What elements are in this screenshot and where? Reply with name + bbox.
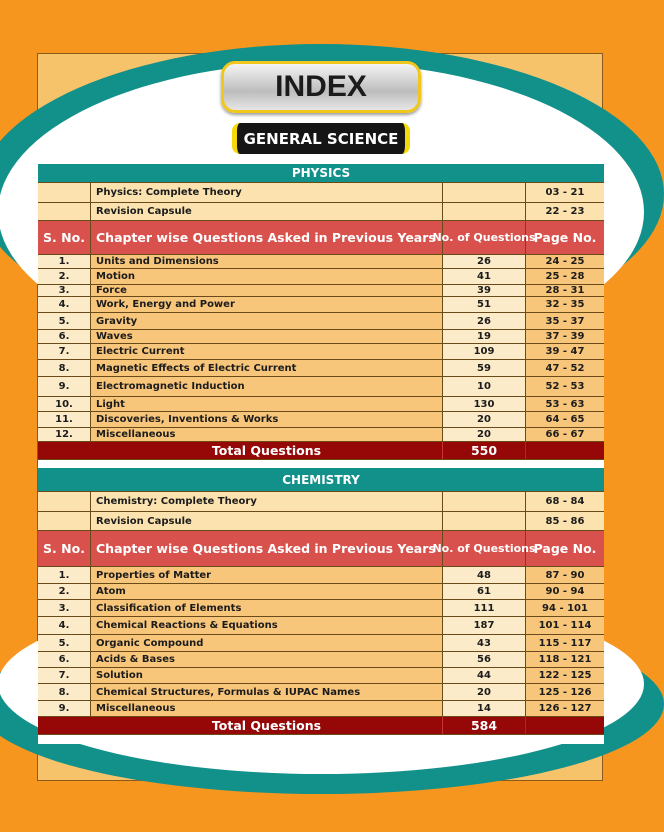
row-chapter: Electric Current — [91, 344, 443, 359]
row-sno: 8. — [38, 360, 91, 376]
table-row — [38, 360, 604, 377]
row-count: 43 — [443, 635, 526, 651]
header-page: Page No. — [533, 230, 597, 245]
row-pages: 35 - 37 — [526, 313, 604, 329]
index-page — [37, 53, 603, 781]
row-chapter: Units and Dimensions — [91, 255, 443, 268]
total-row — [38, 442, 604, 460]
row-pages: 125 - 126 — [526, 684, 604, 700]
chemistry-table — [38, 468, 604, 735]
row-chapter: Magnetic Effects of Electric Current — [91, 360, 443, 376]
table-row — [38, 285, 604, 297]
table-row — [38, 344, 604, 360]
row-sno: 4. — [38, 297, 91, 312]
section-header: CHEMISTRY — [38, 468, 604, 492]
total-count: 584 — [443, 717, 526, 734]
row-count: 187 — [443, 617, 526, 634]
table-row — [38, 428, 604, 442]
row-sno: 6. — [38, 330, 91, 343]
row-chapter: Solution — [91, 668, 443, 683]
table-row — [38, 684, 604, 701]
header-page: Page No. — [533, 541, 597, 556]
row-chapter: Miscellaneous — [91, 701, 443, 716]
row-pages: 47 - 52 — [526, 360, 604, 376]
row-sno: 8. — [38, 684, 91, 700]
row-pages: 53 - 63 — [526, 397, 604, 411]
row-count: 26 — [443, 255, 526, 268]
intro-row — [38, 492, 604, 512]
header-count: No. of Questions — [443, 531, 526, 566]
table-row — [38, 397, 604, 412]
row-count: 130 — [443, 397, 526, 411]
row-sno: 5. — [38, 635, 91, 651]
row-count: 109 — [443, 344, 526, 359]
table-row — [38, 652, 604, 668]
row-pages: 32 - 35 — [526, 297, 604, 312]
table-row — [38, 701, 604, 717]
row-count: 41 — [443, 269, 526, 284]
header-chapter: Chapter wise Questions Asked in Previous Years — [91, 531, 443, 566]
table-row — [38, 255, 604, 269]
row-pages: 39 - 47 — [526, 344, 604, 359]
row-sno: 6. — [38, 652, 91, 667]
row-count: 19 — [443, 330, 526, 343]
row-count: 111 — [443, 600, 526, 616]
table-row — [38, 668, 604, 684]
row-count: 51 — [443, 297, 526, 312]
row-sno: 10. — [38, 397, 91, 411]
row-sno: 12. — [38, 428, 91, 441]
intro-row — [38, 183, 604, 203]
total-row — [38, 717, 604, 735]
intro-label: Revision Capsule — [91, 203, 443, 220]
row-sno: 9. — [38, 377, 91, 396]
physics-table — [38, 164, 604, 460]
header-count: No. of Questions — [443, 221, 526, 254]
row-chapter: Discoveries, Inventions & Works — [91, 412, 443, 427]
row-chapter: Light — [91, 397, 443, 411]
row-count: 26 — [443, 313, 526, 329]
row-pages: 25 - 28 — [526, 269, 604, 284]
row-pages: 101 - 114 — [526, 617, 604, 634]
blank-cell — [38, 512, 91, 530]
row-count: 39 — [443, 285, 526, 296]
total-count: 550 — [443, 442, 526, 459]
row-sno: 3. — [38, 285, 91, 296]
table-row — [38, 584, 604, 600]
row-count: 20 — [443, 684, 526, 700]
header-sno: S. No. — [38, 531, 91, 566]
row-chapter: Atom — [91, 584, 443, 599]
table-row — [38, 313, 604, 330]
table-header — [38, 531, 604, 567]
header-chapter: Chapter wise Questions Asked in Previous Years — [91, 221, 443, 254]
intro-pages: 22 - 23 — [545, 206, 585, 217]
intro-label: Physics: Complete Theory — [91, 183, 443, 202]
row-pages: 94 - 101 — [526, 600, 604, 616]
row-chapter: Motion — [91, 269, 443, 284]
index-title: INDEX — [221, 61, 421, 113]
row-sno: 4. — [38, 617, 91, 634]
table-header — [38, 221, 604, 255]
table-row — [38, 330, 604, 344]
row-sno: 2. — [38, 269, 91, 284]
row-sno: 1. — [38, 567, 91, 583]
row-sno: 3. — [38, 600, 91, 616]
table-row — [38, 635, 604, 652]
table-row — [38, 269, 604, 285]
row-count: 20 — [443, 412, 526, 427]
row-chapter: Organic Compound — [91, 635, 443, 651]
total-label: Total Questions — [91, 717, 443, 734]
row-chapter: Work, Energy and Power — [91, 297, 443, 312]
row-chapter: Waves — [91, 330, 443, 343]
row-pages: 24 - 25 — [526, 255, 604, 268]
row-chapter: Electromagnetic Induction — [91, 377, 443, 396]
row-sno: 9. — [38, 701, 91, 716]
row-chapter: Gravity — [91, 313, 443, 329]
table-row — [38, 617, 604, 635]
row-sno: 2. — [38, 584, 91, 599]
row-chapter: Chemical Reactions & Equations — [91, 617, 443, 634]
row-chapter: Miscellaneous — [91, 428, 443, 441]
row-count: 14 — [443, 701, 526, 716]
row-chapter: Force — [91, 285, 443, 296]
row-chapter: Chemical Structures, Formulas & IUPAC Names — [91, 684, 443, 700]
row-pages: 115 - 117 — [526, 635, 604, 651]
intro-pages: 85 - 86 — [545, 515, 585, 527]
row-pages: 52 - 53 — [526, 377, 604, 396]
intro-pages: 03 - 21 — [545, 187, 585, 198]
row-pages: 64 - 65 — [526, 412, 604, 427]
row-pages: 28 - 31 — [526, 285, 604, 296]
row-pages: 66 - 67 — [526, 428, 604, 441]
row-pages: 122 - 125 — [526, 668, 604, 683]
intro-row — [38, 512, 604, 531]
row-sno: 7. — [38, 668, 91, 683]
header-sno: S. No. — [38, 221, 91, 254]
total-label: Total Questions — [91, 442, 443, 459]
intro-label: Revision Capsule — [91, 512, 443, 530]
subject-title: GENERAL SCIENCE — [232, 123, 410, 154]
row-sno: 11. — [38, 412, 91, 427]
blank-cell — [38, 183, 91, 202]
row-count: 48 — [443, 567, 526, 583]
table-row — [38, 412, 604, 428]
blank-cell — [38, 492, 91, 511]
table-row — [38, 600, 604, 617]
row-count: 59 — [443, 360, 526, 376]
table-row — [38, 567, 604, 584]
row-chapter: Classification of Elements — [91, 600, 443, 616]
intro-row — [38, 203, 604, 221]
blank-cell — [38, 203, 91, 220]
row-sno: 5. — [38, 313, 91, 329]
row-pages: 118 - 121 — [526, 652, 604, 667]
intro-pages: 68 - 84 — [545, 496, 585, 507]
table-row — [38, 297, 604, 313]
row-pages: 126 - 127 — [526, 701, 604, 716]
row-chapter: Acids & Bases — [91, 652, 443, 667]
table-row — [38, 377, 604, 397]
row-pages: 90 - 94 — [526, 584, 604, 599]
row-count: 56 — [443, 652, 526, 667]
row-count: 10 — [443, 377, 526, 396]
row-chapter: Properties of Matter — [91, 567, 443, 583]
row-count: 20 — [443, 428, 526, 441]
row-sno: 1. — [38, 255, 91, 268]
row-count: 44 — [443, 668, 526, 683]
row-sno: 7. — [38, 344, 91, 359]
intro-label: Chemistry: Complete Theory — [91, 492, 443, 511]
row-count: 61 — [443, 584, 526, 599]
row-pages: 87 - 90 — [526, 567, 604, 583]
section-header: PHYSICS — [38, 164, 604, 183]
row-pages: 37 - 39 — [526, 330, 604, 343]
